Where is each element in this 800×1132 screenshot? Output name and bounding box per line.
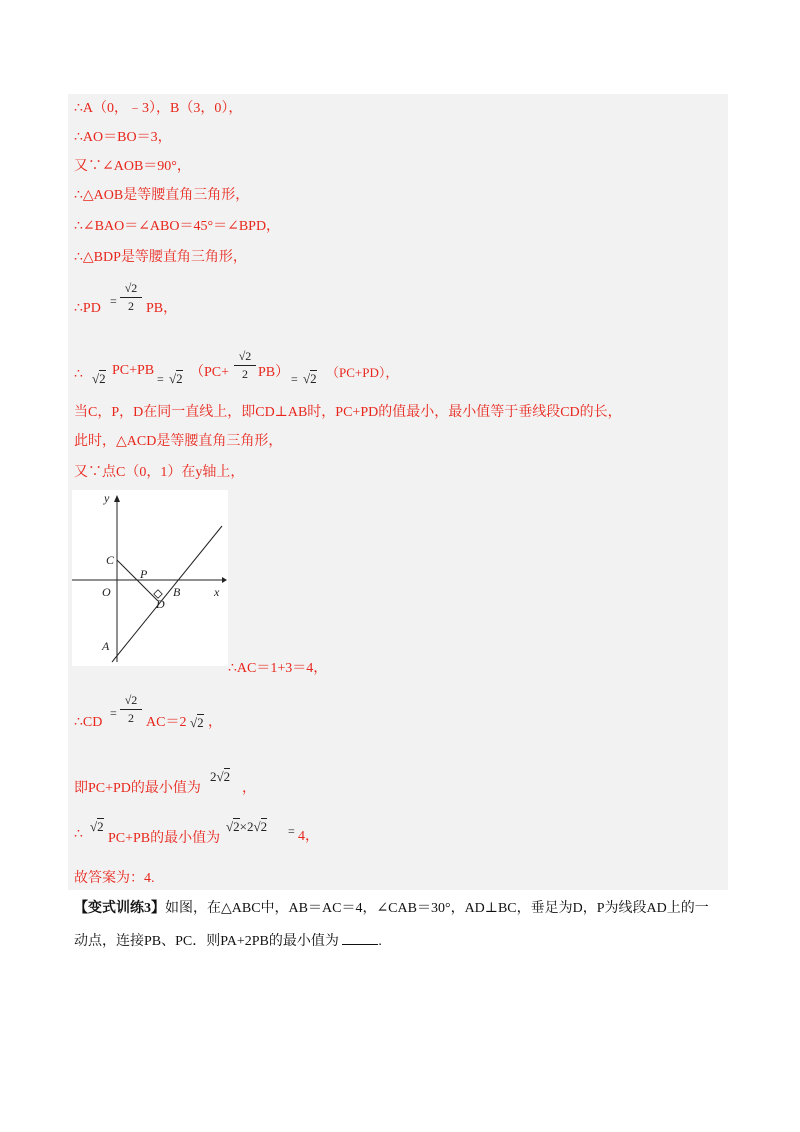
point-a-label: A (102, 639, 110, 653)
exercise-period: . (378, 934, 382, 949)
sqrt-term-1: √2 (92, 371, 106, 386)
fraction-denominator: 2 (128, 299, 134, 313)
solution-line-6: ∴△BDP是等腰直角三角形， (74, 250, 247, 265)
solution-line-1: ∴A（0，﹣3），B（3，0）， (74, 101, 243, 116)
min-value-number: 2√2 (210, 769, 231, 784)
solution-line-3: 又∵∠AOB＝90°， (74, 159, 191, 174)
origin-label: O (102, 585, 111, 599)
sqrt-term-4: √2 (190, 715, 204, 730)
equals-sign: = (110, 294, 117, 308)
cd-label: ∴CD (74, 715, 103, 730)
result-four: 4， (298, 829, 319, 844)
therefore: ∴ (74, 367, 83, 382)
fraction-2: √2 2 (234, 348, 256, 383)
equals-3: = (288, 824, 295, 838)
therefore-2: ∴ (74, 827, 83, 842)
solution-line-4: ∴△AOB是等腰直角三角形， (74, 188, 250, 203)
coordinate-figure (72, 490, 228, 666)
solution-line-12: ∴AC＝1+3＝4， (228, 661, 328, 676)
pc-pb-term: PC+PB (112, 363, 155, 378)
exercise-text-2: 动点，连接PB、PC．则PA+2PB的最小值为 (74, 934, 339, 949)
solution-line-15 (74, 818, 334, 848)
sqrt-term-3: √2 (303, 371, 317, 386)
equals-sign-2: = (110, 706, 117, 720)
point-b-label: B (173, 585, 181, 599)
solution-line-10: 此时，△ACD是等腰直角三角形， (74, 434, 283, 449)
solution-line-2: ∴AO＝BO＝3， (74, 130, 172, 145)
solution-line-8 (74, 348, 414, 388)
pb-label: PB， (146, 301, 178, 316)
fraction (120, 280, 142, 315)
solution-line-13 (74, 692, 274, 732)
pb-paren-close: PB） (258, 365, 290, 380)
point-p-label: P (140, 567, 148, 581)
solution-line-11: 又∵点C（0，1）在y轴上， (74, 465, 245, 480)
solution-line-9: 当C，P，D在同一直线上，即CD⊥AB时，PC+PD的值最小，最小值等于垂线段CD的长， (74, 405, 622, 420)
sqrt-term-2: √2 (169, 371, 183, 386)
solution-line-14 (74, 768, 314, 798)
comma-2: ， (242, 781, 256, 796)
solution-line-5: ∴∠BAO＝∠ABO＝45°＝∠BPD， (74, 219, 281, 234)
exercise-text-1: 如图，在△ABC中，AB＝AC＝4，∠CAB＝30°，AD⊥BC，垂足为D，P为线段AD上的一 (165, 901, 709, 916)
exercise-tag: 【变式训练3】 (74, 901, 165, 916)
x-label: x (214, 585, 220, 599)
sqrt-term-5: √2 (90, 819, 104, 834)
paren-open-term: （PC+ (190, 365, 230, 380)
comma: ， (208, 715, 222, 730)
pc-pb-min-text: PC+PB的最小值为 (108, 831, 221, 846)
equals-2: = (291, 372, 298, 386)
figure-background (72, 490, 228, 666)
min-value-text: 即PC+PD的最小值为 (74, 781, 201, 796)
fraction-numerator: √2 (120, 280, 142, 298)
equals-1: = (157, 372, 164, 386)
point-c-label: C (106, 553, 115, 567)
exercise-line-2 (74, 932, 382, 951)
answer-blank[interactable] (342, 932, 378, 945)
solution-line-16: 故答案为：4. (74, 871, 155, 886)
fraction-3: √2 2 (120, 692, 142, 727)
product-expression: √2×2√2 (226, 819, 268, 834)
ac-term: AC＝2 (146, 715, 187, 730)
point-d-label: D (156, 597, 165, 611)
pc-pd-term: （PC+PD）， (326, 365, 399, 380)
exercise-line-1 (74, 900, 709, 918)
y-label: y (104, 491, 110, 505)
pd-label: ∴PD (74, 301, 101, 316)
